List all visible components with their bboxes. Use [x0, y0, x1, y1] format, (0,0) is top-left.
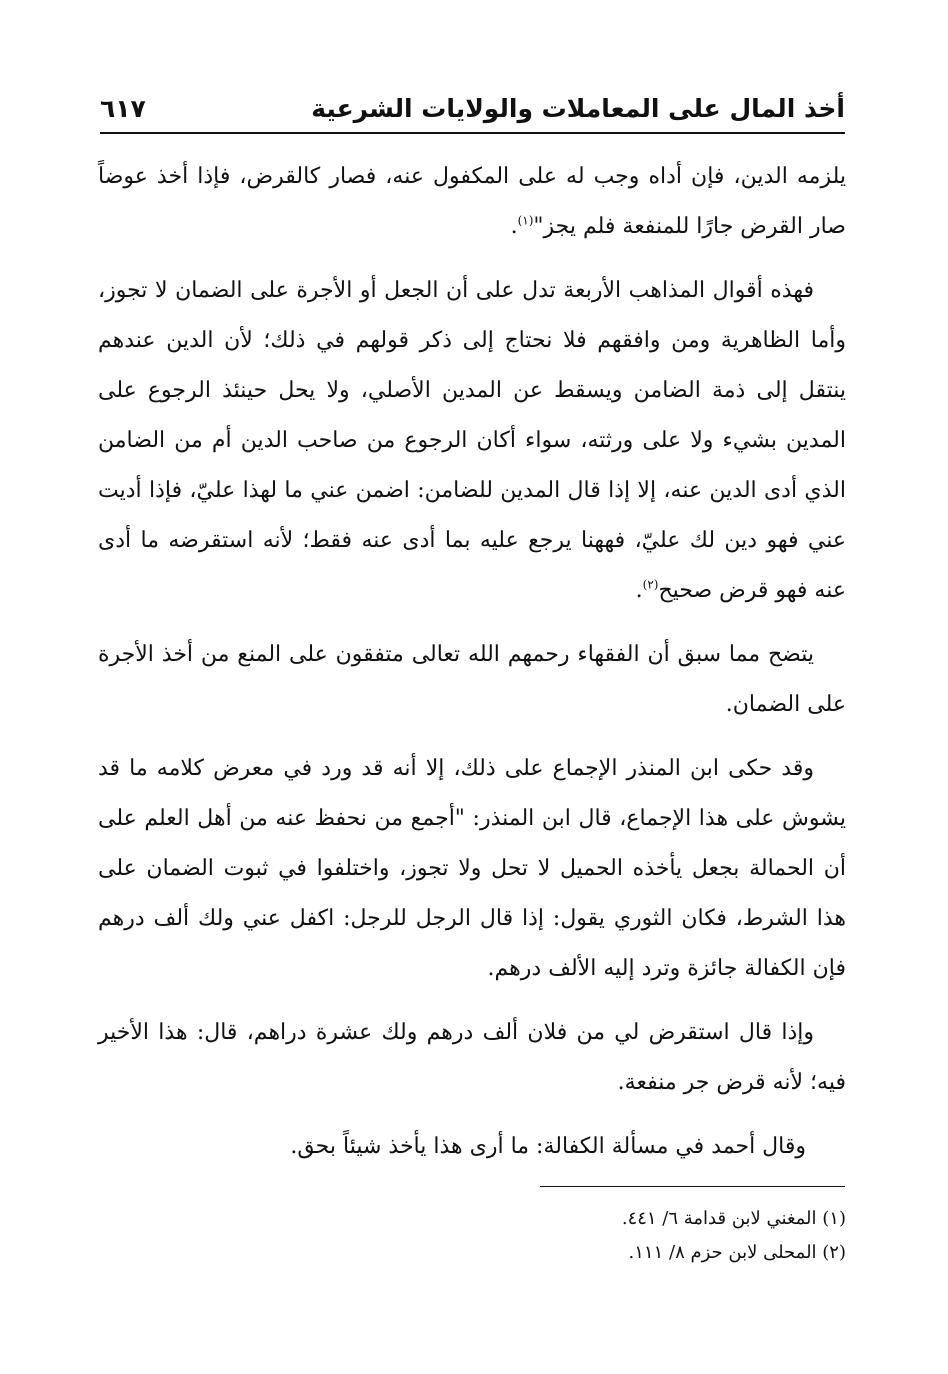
running-title: أخذ المال على المعاملات والولايات الشرعية: [311, 94, 845, 123]
paragraph-5: وإذا قال استقرض لي من فلان ألف درهم ولك عشرة دراهم، قال: هذا الأخير فيه؛ لأنه قرض جر منفعة.: [98, 1020, 846, 1095]
paragraph-4: وقد حكى ابن المنذر الإجماع على ذلك، إلا أنه قد ورد في معرض كلامه ما قد يشوش على هذا الإجماع، قال ابن المنذر: "أجمع من نحفظ عنه من أهل العلم على أن الحمالة بجعل يأخذه الحميل لا تحل ولا تجوز، واختلفوا في ثبوت الضمان على هذا الشرط، فكان الثوري يقول: إذا قال الرجل للرجل: اكفل عني ولك ألف درهم فإن الكفالة جائزة وترد إليه الألف درهم.: [98, 756, 846, 981]
paragraph-3: يتضح مما سبق أن الفقهاء رحمهم الله تعالى متفقون على المنع من أخذ الأجرة على الضمان.: [98, 642, 846, 717]
paragraph-1: [98, 152, 846, 252]
footnote-ref-2: (٢): [642, 577, 659, 592]
footnote-separator: [540, 1186, 845, 1187]
paragraph-2-end: .: [635, 578, 643, 603]
page-header: [100, 86, 845, 134]
paragraph-2: [98, 266, 846, 616]
footnotes: [98, 1202, 846, 1270]
paragraph-6: وقال أحمد في مسألة الكفالة: ما أرى هذا يأخذ شيئاً بحق.: [290, 1134, 806, 1159]
paragraph-1-text: يلزمه الدين، فإن أداه وجب له على المكفول عنه، فصار كالقرض، فإذا أخذ عوضاً صار القرض جارًا للمنفعة فلم يجز": [98, 164, 846, 239]
paragraph-1-end: .: [510, 214, 518, 239]
footnote-1: (١) المغني لابن قدامة ٦/ ٤٤١.: [621, 1208, 846, 1229]
body-text: [98, 152, 846, 1186]
paragraph-2-text: فهذه أقوال المذاهب الأربعة تدل على أن الجعل أو الأجرة على الضمان لا تجوز، وأما الظاهرية ومن وافقهم فلا نحتاج إلى ذكر قولهم في ذلك؛ لأن الدين عندهم ينتقل إلى ذمة الضامن ويسقط عن المدين الأصلي، ولا يحل حينئذ الرجوع على المدين بشيء ولا على ورثته، سواء أكان الرجوع من صاحب الدين أم من الضامن الذي أدى الدين عنه، إلا إذا قال المدين للضامن: اضمن عني ما لهذا عليّ، فإذا أديت عني فهو دين لك عليّ، فههنا يرجع عليه بما أدى عنه فقط؛ لأنه استقرضه ما أدى عنه فهو قرض صحيح: [98, 278, 846, 603]
footnote-2: (٢) المحلى لابن حزم ٨/ ١١١.: [628, 1242, 846, 1263]
page-number: ٦١٧: [100, 94, 146, 123]
footnote-ref-1: (١): [517, 213, 534, 228]
